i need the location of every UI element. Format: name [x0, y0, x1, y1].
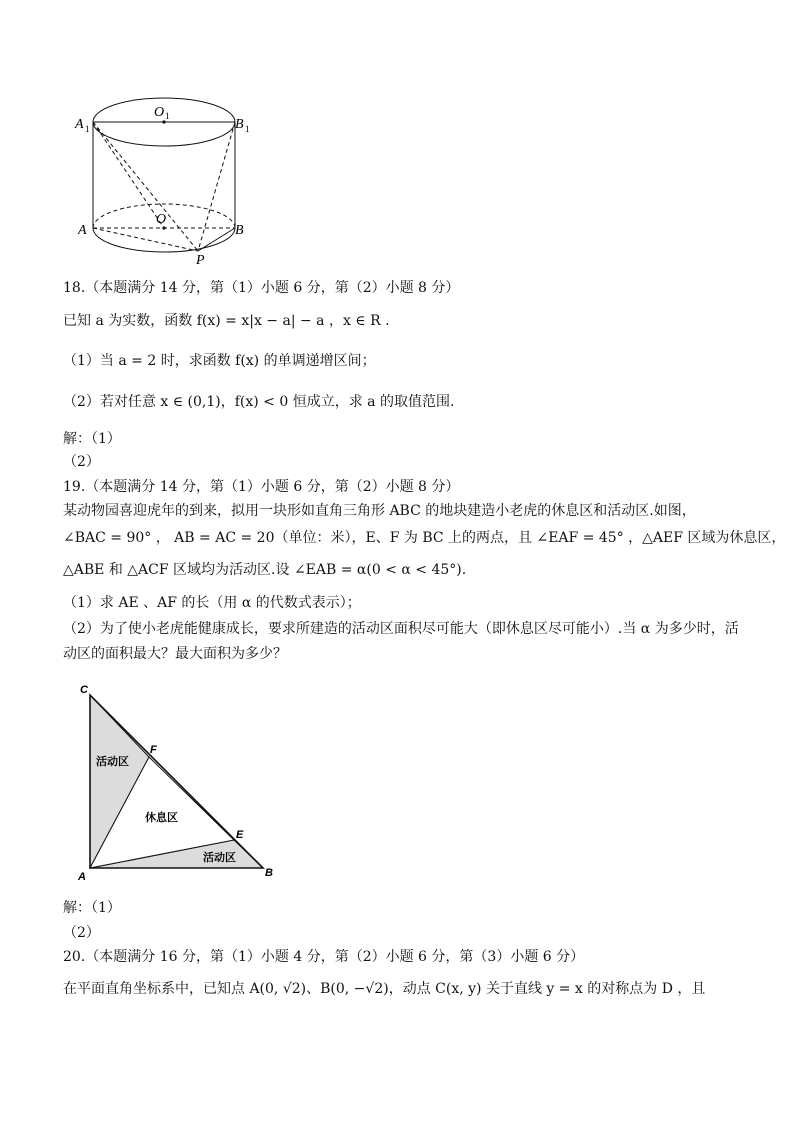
triangle-figure — [70, 680, 290, 885]
zone-middle-label: 休息区 — [145, 811, 178, 824]
q19-part2a: （2）为了使小老虎能健康成长，要求所建造的活动区面积尽可能大（即休息区尽可能小）.当 α 为多少时，活 — [63, 621, 739, 637]
zone-top-label: 活动区 — [96, 755, 129, 768]
segment-a1-o — [93, 122, 167, 228]
q20-header: 20.（本题满分 16 分，第（1）小题 4 分，第（2）小题 6 分，第（3）小题 6 分） — [63, 949, 585, 965]
label-a1: A — [75, 117, 84, 132]
q18-part1: （1）当 a = 2 时，求函数 f(x) 的单调递增区间； — [63, 353, 376, 369]
label-a1-sub: 1 — [85, 124, 90, 134]
q18-answer2: （2） — [63, 454, 100, 470]
q18-stem: 已知 a 为实数，函数 f(x) = x|x − a| − a ，x ∈ R . — [63, 313, 390, 329]
label-o1-sub: 1 — [165, 111, 170, 121]
q19-line1: 某动物园喜迎虎年的到来，拟用一块形如直角三角形 ABC 的地块建造小老虎的休息区和活动区.如图， — [63, 503, 696, 519]
q19-header: 19.（本题满分 14 分，第（1）小题 6 分，第（2）小题 8 分） — [63, 479, 460, 495]
label-e: E — [236, 829, 244, 841]
q18-answer1: 解：（1） — [63, 431, 121, 447]
q19-answer2: （2） — [63, 925, 100, 941]
q19-line2: ∠BAC = 90° ， AB = AC = 20（单位：米），E、F 为 BC 上的两点，且 ∠EAF = 45° ，△AEF 区域为休息区， — [63, 530, 786, 546]
label-b: B — [265, 867, 273, 879]
label-f: F — [150, 744, 157, 756]
label-o: O — [156, 212, 167, 227]
bottom-front-arc — [93, 228, 235, 252]
label-p: P — [196, 253, 205, 268]
q19-part2b: 动区的面积最大？最大面积为多少？ — [63, 646, 287, 662]
q19-answer1: 解：（1） — [63, 900, 121, 916]
label-a: A — [78, 223, 87, 238]
q20-line1: 在平面直角坐标系中，已知点 A(0, √2)、B(0, −√2)，动点 C(x, y) 关于直线 y = x 的对称点为 D ，且 — [63, 981, 706, 997]
label-c: C — [80, 684, 88, 696]
q19-part1: （1）求 AE 、AF 的长（用 α 的代数式表示）； — [63, 595, 361, 611]
q18-part2: （2）若对任意 x ∈ (0,1)，f(x) < 0 恒成立，求 a 的取值范围. — [63, 394, 455, 410]
q18-header: 18.（本题满分 14 分，第（1）小题 6 分，第（2）小题 8 分） — [63, 280, 460, 296]
label-b1: B — [235, 117, 244, 132]
label-b1-sub: 1 — [245, 124, 250, 134]
label-a: A — [78, 871, 86, 883]
cylinder-figure — [70, 88, 270, 270]
q19-line3: △ABE 和 △ACF 区域均为活动区.设 ∠EAB = α(0 < α < 45°). — [63, 562, 467, 578]
label-b: B — [235, 223, 244, 238]
label-o1: O — [154, 105, 165, 120]
zone-bottom-label: 活动区 — [203, 851, 236, 864]
